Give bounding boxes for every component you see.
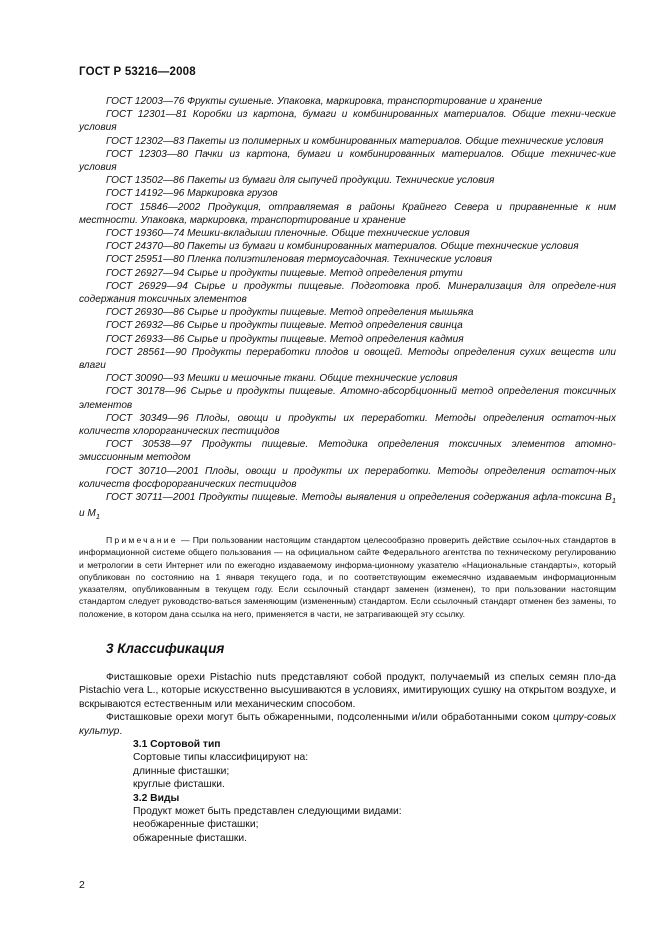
- subsection-title: 3.2 Виды: [133, 792, 180, 804]
- reference-item: ГОСТ 30349—96 Плоды, овощи и продукты их переработки. Методы определения остаточ-ных количеств хлорорганических пестицидов: [79, 412, 616, 438]
- reference-item: ГОСТ 30090—93 Мешки и мешочные ткани. Общие технические условия: [106, 373, 458, 385]
- reference-item: ГОСТ 14192—96 Маркировка грузов: [106, 188, 278, 200]
- section-classification: [79, 641, 616, 845]
- paragraph: Фисташковые орехи Pistachio nuts представляют собой продукт, получаемый из спелых семян пло-да Pistachio vera L., которые искусственно высушиваются в условиях, имитирующих сушку на открытом воздухе, и вскрываются естественным или механическим способом.: [79, 672, 616, 710]
- subsection-intro: Сортовые типы классифицируют на:: [133, 752, 309, 764]
- reference-item: ГОСТ 30710—2001 Плоды, овощи и продукты их переработки. Методы определения остаточ-ных количеств фосфорорганических пестицидов: [79, 465, 616, 490]
- note-label: Примечание: [106, 535, 178, 545]
- reference-item: ГОСТ 30538—97 Продукты пищевые. Методика определения токсичных элементов атомно-эмиссионным методом: [79, 439, 616, 464]
- paragraph-italic: цитру-совых культур: [79, 712, 616, 737]
- reference-item: ГОСТ 28561—90 Продукты переработки плодов и овощей. Методы определения сухих веществ или влаги: [79, 346, 616, 372]
- reference-item: ГОСТ 12301—81 Коробки из картона, бумаги и комбинированных материалов. Общие техни-ческие условия: [79, 109, 616, 134]
- reference-note: [79, 534, 616, 620]
- note-text: — При пользовании настоящим стандартом целесообразно проверить действие ссылоч-ных стандартов в информационной системе общего пользования — на официальном сайте Федерального агентства по техническому регулированию и метрологии в сети Интернет или по ежегодно издаваемому информа-ционному указателю «Национальные стандарты», который опубликован по состоянию на 1 января текущего года, и по соответствующим ежемесячно издаваемым информационным указателям, опубликованным в текущем году. Если ссылочный стандарт заменен (изменен), то при пользовании настоящим стандартом следует руководство-ваться заменяющим (измененным) стандартом. Если ссылочный стандарт отменен без замены, то положение, в котором дана ссылка на него, применяется в части, не затрагивающей эту ссылку.: [79, 535, 616, 619]
- formula-m: M: [87, 508, 96, 520]
- list-item: круглые фисташки.: [133, 779, 225, 791]
- paragraph-text: Фисташковые орехи могут быть обжаренными, подсоленными и/или обработанными соком: [106, 712, 553, 724]
- list-item: длинные фисташки;: [133, 765, 230, 777]
- formula-m-subscript: 1: [95, 512, 101, 522]
- reference-item: ГОСТ 26929—94 Сырье и продукты пищевые. Подготовка проб. Минерализация для определе-ния содержания токсичных элементов: [79, 280, 616, 306]
- normative-references-list: [79, 95, 616, 524]
- formula-b-subscript: 1: [611, 496, 616, 506]
- reference-item: ГОСТ 12302—83 Пакеты из полимерных и комбинированных материалов. Общие технические условия: [106, 135, 604, 147]
- reference-item-aflatoxin: [79, 491, 616, 523]
- paragraph-end: .: [119, 725, 123, 737]
- reference-item: ГОСТ 26930—86 Сырье и продукты пищевые. Метод определения мышьяка: [106, 307, 474, 319]
- formula-b: B: [605, 492, 612, 504]
- reference-item: ГОСТ 26932—86 Сырье и продукты пищевые. Метод определения свинца: [106, 320, 463, 332]
- reference-item: ГОСТ 26927—94 Сырье и продукты пищевые. Метод определения ртути: [106, 267, 463, 279]
- reference-item: ГОСТ 15846—2002 Продукция, отправляемая в районы Крайнего Севера и приравненные к ним местности. Упаковка, маркировка, транспортирование и хранение: [79, 201, 616, 226]
- list-item: обжаренные фисташки.: [133, 832, 248, 844]
- formula-conjunction: и: [79, 508, 88, 520]
- subsection-intro: Продукт может быть представлен следующими видами:: [133, 806, 402, 818]
- reference-text: ГОСТ 30711—2001 Продукты пищевые. Методы выявления и определения содержания афла-токсина: [106, 492, 606, 504]
- reference-item: ГОСТ 26933—86 Сырье и продукты пищевые. Метод определения кадмия: [106, 333, 464, 345]
- section-title: 3 Классификация: [106, 641, 225, 656]
- reference-item: ГОСТ 30178—96 Сырье и продукты пищевые. Атомно-абсорбционный метод определения токсичных элементов: [79, 386, 616, 411]
- reference-item: ГОСТ 24370—80 Пакеты из бумаги и комбинированных материалов. Общие технические условия: [106, 241, 579, 253]
- reference-item: ГОСТ 12303—80 Пачки из картона, бумаги и комбинированных материалов. Общие техничес-кие условия: [79, 148, 616, 174]
- reference-item: ГОСТ 19360—74 Мешки-вкладыши пленочные. Общие технические условия: [106, 228, 470, 240]
- reference-item: ГОСТ 25951—80 Пленка полиэтиленовая термоусадочная. Технические условия: [106, 254, 493, 266]
- subsection-title: 3.1 Сортовой тип: [133, 739, 221, 751]
- reference-item: ГОСТ 12003—76 Фрукты сушеные. Упаковка, маркировка, транспортирование и хранение: [106, 96, 543, 107]
- page-number: 2: [79, 879, 85, 891]
- list-item: необжаренные фисташки;: [133, 819, 259, 831]
- reference-item: ГОСТ 13502—86 Пакеты из бумаги для сыпучей продукции. Технические условия: [106, 175, 495, 187]
- paragraph: [79, 711, 616, 738]
- document-header: ГОСТ Р 53216—2008: [79, 66, 196, 78]
